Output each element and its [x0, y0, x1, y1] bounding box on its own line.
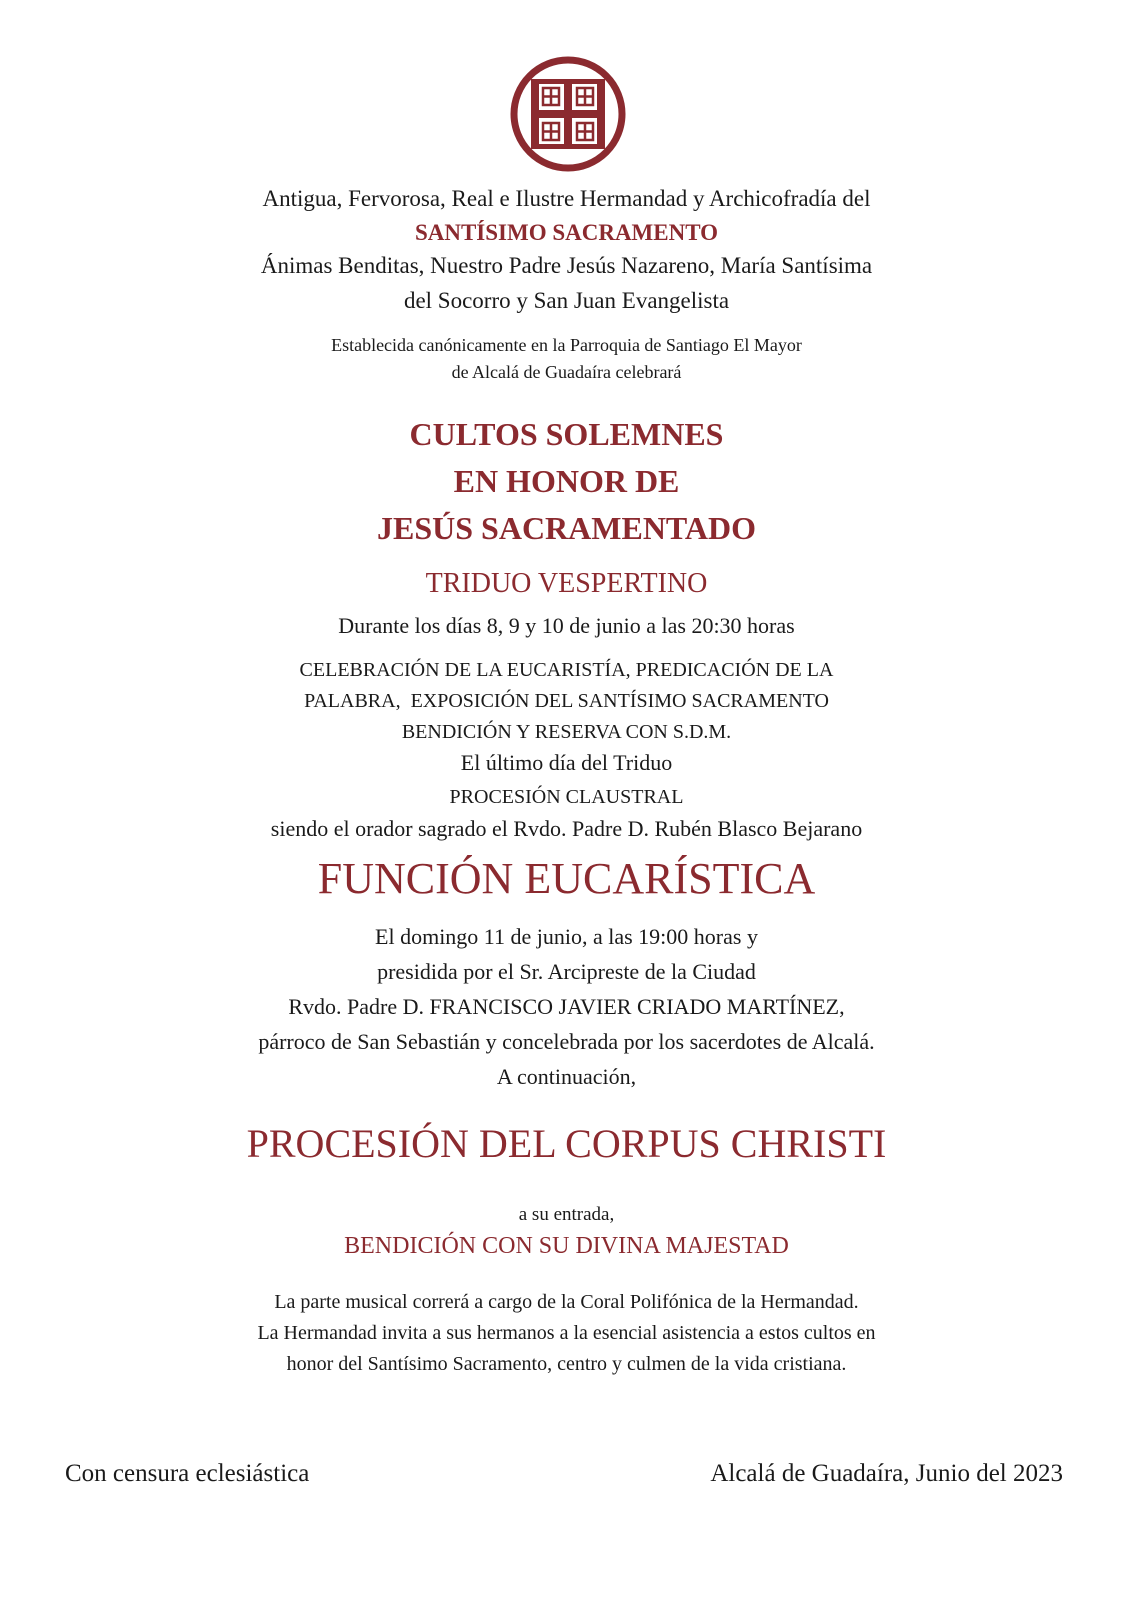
- closing-line-3: honor del Santísimo Sacramento, centro y culmen de la vida cristiana.: [286, 1353, 847, 1375]
- title-line-1: CULTOS SOLEMNES: [409, 416, 724, 452]
- funcion-line-2: presidida por el Sr. Arcipreste de la Ciudad: [377, 959, 756, 984]
- closing-line-2: La Hermandad invita a sus hermanos a la esencial asistencia a estos cultos en: [257, 1322, 876, 1344]
- funcion-heading: FUNCIÓN EUCARÍSTICA: [317, 854, 816, 903]
- funcion-line-5: A continuación,: [496, 1064, 637, 1089]
- footer-place-date: Alcalá de Guadaíra, Junio del 2023: [710, 1460, 1063, 1487]
- brotherhood-cross-emblem-icon: [509, 55, 627, 173]
- brotherhood-name-line-1: Antigua, Fervorosa, Real e Ilustre Hermandad y Archicofradía del: [262, 186, 871, 211]
- footer-censura: Con censura eclesiástica: [65, 1460, 310, 1487]
- funcion-line-3: Rvdo. Padre D. FRANCISCO JAVIER CRIADO MARTÍNEZ,: [288, 994, 845, 1019]
- title-line-2: EN HONOR DE: [453, 463, 680, 499]
- funcion-line-1: El domingo 11 de junio, a las 19:00 horas y: [375, 924, 758, 949]
- triduo-desc-1: CELEBRACIÓN DE LA EUCARISTÍA, PREDICACIÓN DE LA: [299, 659, 834, 681]
- corpus-entrada: a su entrada,: [518, 1204, 615, 1225]
- funcion-line-4: párroco de San Sebastián y concelebrada por los sacerdotes de Alcalá.: [258, 1029, 875, 1054]
- corpus-bendicion: BENDICIÓN CON SU DIVINA MAJESTAD: [344, 1233, 789, 1259]
- title-line-3: JESÚS SACRAMENTADO: [376, 510, 756, 546]
- triduo-desc-3: BENDICIÓN Y RESERVA CON S.D.M.: [401, 721, 732, 743]
- triduo-heading: TRIDUO VESPERTINO: [425, 568, 708, 599]
- establecida-line-1: Establecida canónicamente en la Parroquia de Santiago El Mayor: [331, 335, 802, 355]
- brotherhood-name-line-3: Ánimas Benditas, Nuestro Padre Jesús Nazareno, María Santísima: [260, 253, 873, 278]
- establecida-line-2: de Alcalá de Guadaíra celebrará: [451, 362, 682, 382]
- brotherhood-name-sacramento: SANTÍSIMO SACRAMENTO: [414, 220, 719, 245]
- triduo-orador: siendo el orador sagrado el Rvdo. Padre D. Rubén Blasco Bejarano: [270, 816, 863, 841]
- corpus-heading: PROCESIÓN DEL CORPUS CHRISTI: [246, 1121, 887, 1166]
- triduo-procesion: PROCESIÓN CLAUSTRAL: [449, 786, 684, 808]
- triduo-dates: Durante los días 8, 9 y 10 de junio a las 20:30 horas: [338, 613, 795, 638]
- closing-line-1: La parte musical correrá a cargo de la Coral Polifónica de la Hermandad.: [274, 1291, 859, 1313]
- brotherhood-name-line-4: del Socorro y San Juan Evangelista: [403, 288, 730, 313]
- triduo-desc-2: PALABRA, EXPOSICIÓN DEL SANTÍSIMO SACRAMENTO: [304, 690, 829, 712]
- triduo-last-day: El último día del Triduo: [460, 750, 673, 775]
